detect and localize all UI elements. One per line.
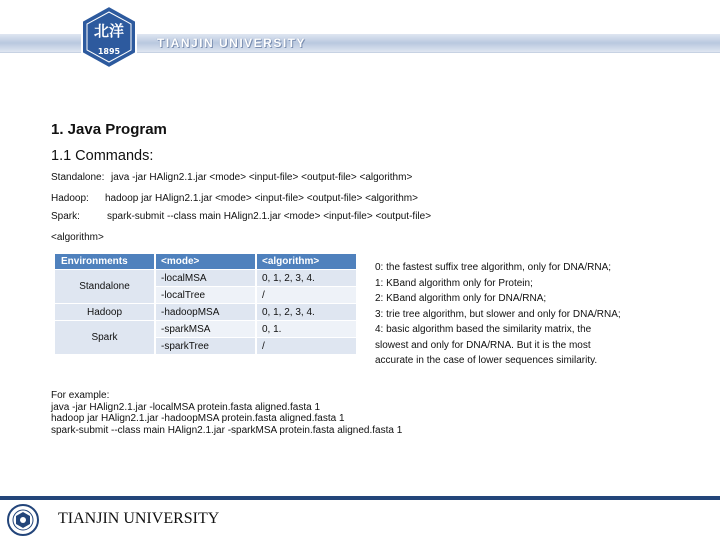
header-title: TIANJIN UNIVERSITY <box>157 36 307 50</box>
section-heading: 1. Java Program <box>51 121 167 138</box>
algorithm-cell: 0, 1. <box>257 321 356 337</box>
algorithm-note-line: slowest and only for DNA/RNA. But it is the most <box>375 339 591 351</box>
university-logo <box>76 4 142 70</box>
table-row <box>55 321 356 337</box>
command-line-spark <box>51 211 431 222</box>
command-line-hadoop <box>51 193 418 204</box>
example-label: For example: <box>51 390 110 401</box>
algorithm-note-line: 0: the fastest suffix tree algorithm, only for DNA/RNA; <box>375 262 612 273</box>
env-cell: Hadoop <box>55 304 154 320</box>
command-prefix: Hadoop: <box>51 193 89 204</box>
env-cell: Spark <box>55 321 154 354</box>
logo-emblem-text: 北洋 <box>93 22 125 40</box>
command-prefix: Spark: <box>51 211 80 222</box>
header-banner <box>0 0 720 78</box>
algorithm-note-line: accurate in the case of lower sequences similarity. <box>375 355 598 366</box>
mode-cell: -sparkTree <box>156 338 255 354</box>
example-line: java -jar HAlign2.1.jar -localMSA protein.fasta aligned.fasta 1 <box>51 401 321 413</box>
mode-algorithm-table <box>53 253 358 355</box>
command-line-standalone <box>51 172 412 183</box>
algorithm-cell: / <box>257 287 356 303</box>
algorithm-cell: 0, 1, 2, 3, 4. <box>257 270 356 286</box>
algorithm-note-line: 2: KBand algorithm only for DNA/RNA; <box>375 293 547 304</box>
command-text: java -jar HAlign2.1.jar <mode> <input-file> <output-file> <algorithm> <box>111 172 413 183</box>
command-text: <algorithm> <box>51 232 104 243</box>
mode-cell: -sparkMSA <box>156 321 255 337</box>
algorithm-cell: / <box>257 338 356 354</box>
mode-cell: -localMSA <box>156 270 255 286</box>
env-cell: Standalone <box>55 270 154 303</box>
example-line: spark-submit --class main HAlign2.1.jar -sparkMSA protein.fasta aligned.fasta 1 <box>51 424 403 436</box>
example-line: hadoop jar HAlign2.1.jar -hadoopMSA protein.fasta aligned.fasta 1 <box>51 413 345 424</box>
footer-bar <box>0 496 720 500</box>
command-text: spark-submit --class main HAlign2.1.jar <mode> <input-file> <output-file> <box>107 211 432 222</box>
algorithm-note-line: 4: basic algorithm based the similarity matrix, the <box>375 324 592 335</box>
command-prefix: Standalone: <box>51 172 105 183</box>
logo-year: 1895 <box>97 47 121 56</box>
table-header-row <box>55 254 356 269</box>
table-header-cell: <mode> <box>156 254 255 269</box>
algorithm-note-line: 1: KBand algorithm only for Protein; <box>375 277 533 289</box>
mode-cell: -hadoopMSA <box>156 304 255 320</box>
subsection-heading: 1.1 Commands: <box>51 148 154 164</box>
mode-cell: -localTree <box>156 287 255 303</box>
footer-seal-icon <box>7 504 39 536</box>
table-header-cell: <algorithm> <box>257 254 356 269</box>
command-text: hadoop jar HAlign2.1.jar <mode> <input-file> <output-file> <algorithm> <box>105 193 418 204</box>
algorithm-cell: 0, 1, 2, 3, 4. <box>257 304 356 320</box>
algorithm-notes <box>375 260 665 369</box>
table-row <box>55 304 356 320</box>
command-line-continuation <box>51 232 104 243</box>
example-block <box>51 390 402 436</box>
algorithm-note-line: 3: trie tree algorithm, but slower and only for DNA/RNA; <box>375 308 621 320</box>
footer-title: TIANJIN UNIVERSITY <box>58 510 220 527</box>
table-row <box>55 270 356 286</box>
table-header-cell: Environments <box>55 254 154 269</box>
